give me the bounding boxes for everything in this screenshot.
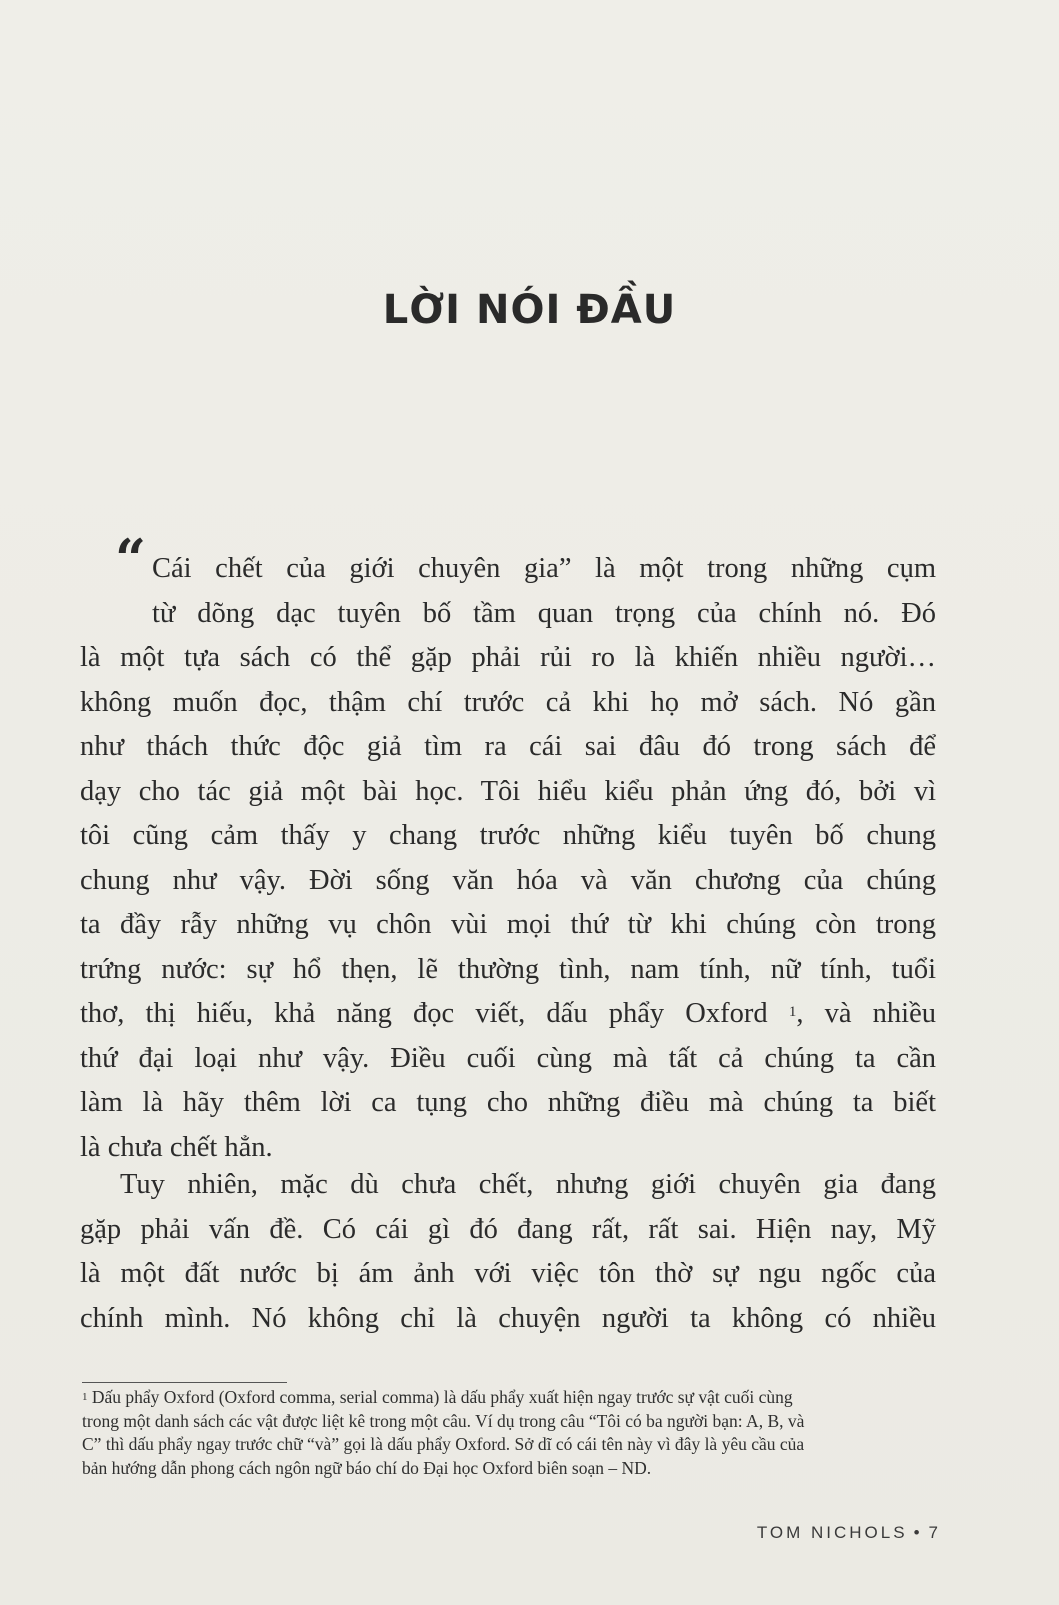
paragraph-2 — [80, 1163, 936, 1341]
text-line: chính mình. Nó không chỉ là chuyện người ta không có nhiều — [80, 1302, 936, 1334]
footnote-divider — [82, 1382, 287, 1383]
text-line: từ dõng dạc tuyên bố tầm quan trọng của chính nó. Đó — [152, 597, 936, 629]
text-line: dạy cho tác giả một bài học. Tôi hiểu kiểu phản ứng đó, bởi vì — [80, 775, 936, 807]
text-line-with-footnote — [80, 992, 936, 1037]
text-line: là chưa chết hẳn. — [80, 1131, 273, 1163]
text-line: tôi cũng cảm thấy y chang trước những kiểu tuyên bố chung — [80, 820, 936, 851]
footer-author: TOM NICHOLS — [756, 1523, 908, 1542]
footer-separator: • — [913, 1523, 923, 1542]
text-line: như thách thức độc giả tìm ra cái sai đâu đó trong sách để — [80, 731, 936, 762]
footnote-marker: 1 — [82, 1391, 88, 1403]
footnote-line: trong một danh sách các vật được liệt kê trong một câu. Ví dụ trong câu “Tôi có ba người bạn: A, B, và — [82, 1410, 805, 1431]
running-footer — [757, 1523, 941, 1543]
footnote-line — [82, 1386, 938, 1410]
text-line: ta đầy rẫy những vụ chôn vùi mọi thứ từ khi chúng còn trong — [80, 909, 936, 940]
paragraph-1 — [80, 547, 936, 1170]
text-line: là một tựa sách có thể gặp phải rủi ro là khiến nhiều người… — [80, 642, 936, 673]
footnote-line: C” thì dấu phẩy ngay trước chữ “và” gọi là dấu phẩy Oxford. Sở dĩ có cái tên này vì đây là yêu cầu của — [82, 1434, 805, 1454]
text-line: là một đất nước bị ám ảnh với việc tôn thờ sự ngu ngốc của — [80, 1258, 936, 1289]
opening-quote-mark: “ — [115, 527, 147, 591]
page-number: 7 — [928, 1523, 941, 1542]
text-line: Tuy nhiên, mặc dù chưa chết, nhưng giới chuyên gia đang — [120, 1169, 936, 1200]
text-line: Cái chết của giới chuyên gia” là một trong những cụm — [152, 553, 936, 584]
footnote-text: Dấu phẩy Oxford (Oxford comma, serial comma) là dấu phẩy xuất hiện ngay trước sự vật cuối cùng — [87, 1387, 793, 1407]
footnote-reference[interactable]: 1 — [788, 1004, 797, 1020]
text-line: gặp phải vấn đề. Có cái gì đó đang rất, rất sai. Hiện nay, Mỹ — [80, 1213, 936, 1245]
chapter-heading: LỜI NÓI ĐẦU — [382, 287, 677, 333]
footnote — [82, 1386, 938, 1480]
text-line: thứ đại loại như vậy. Điều cuối cùng mà tất cả chúng ta cần — [80, 1042, 936, 1074]
text-line-part: thơ, thị hiếu, khả năng đọc viết, dấu phẩy Oxford — [80, 998, 768, 1029]
text-line: không muốn đọc, thậm chí trước cả khi họ mở sách. Nó gần — [80, 686, 936, 718]
text-line-part: , và nhiều — [796, 998, 937, 1029]
text-line: trứng nước: sự hổ thẹn, lẽ thường tình, nam tính, nữ tính, tuổi — [80, 953, 936, 985]
footnote-line: bản hướng dẫn phong cách ngôn ngữ báo chí do Đại học Oxford biên soạn – ND. — [82, 1457, 652, 1478]
text-line: chung như vậy. Đời sống văn hóa và văn chương của chúng — [80, 864, 936, 896]
text-line: làm là hãy thêm lời ca tụng cho những điều mà chúng ta biết — [80, 1087, 936, 1118]
